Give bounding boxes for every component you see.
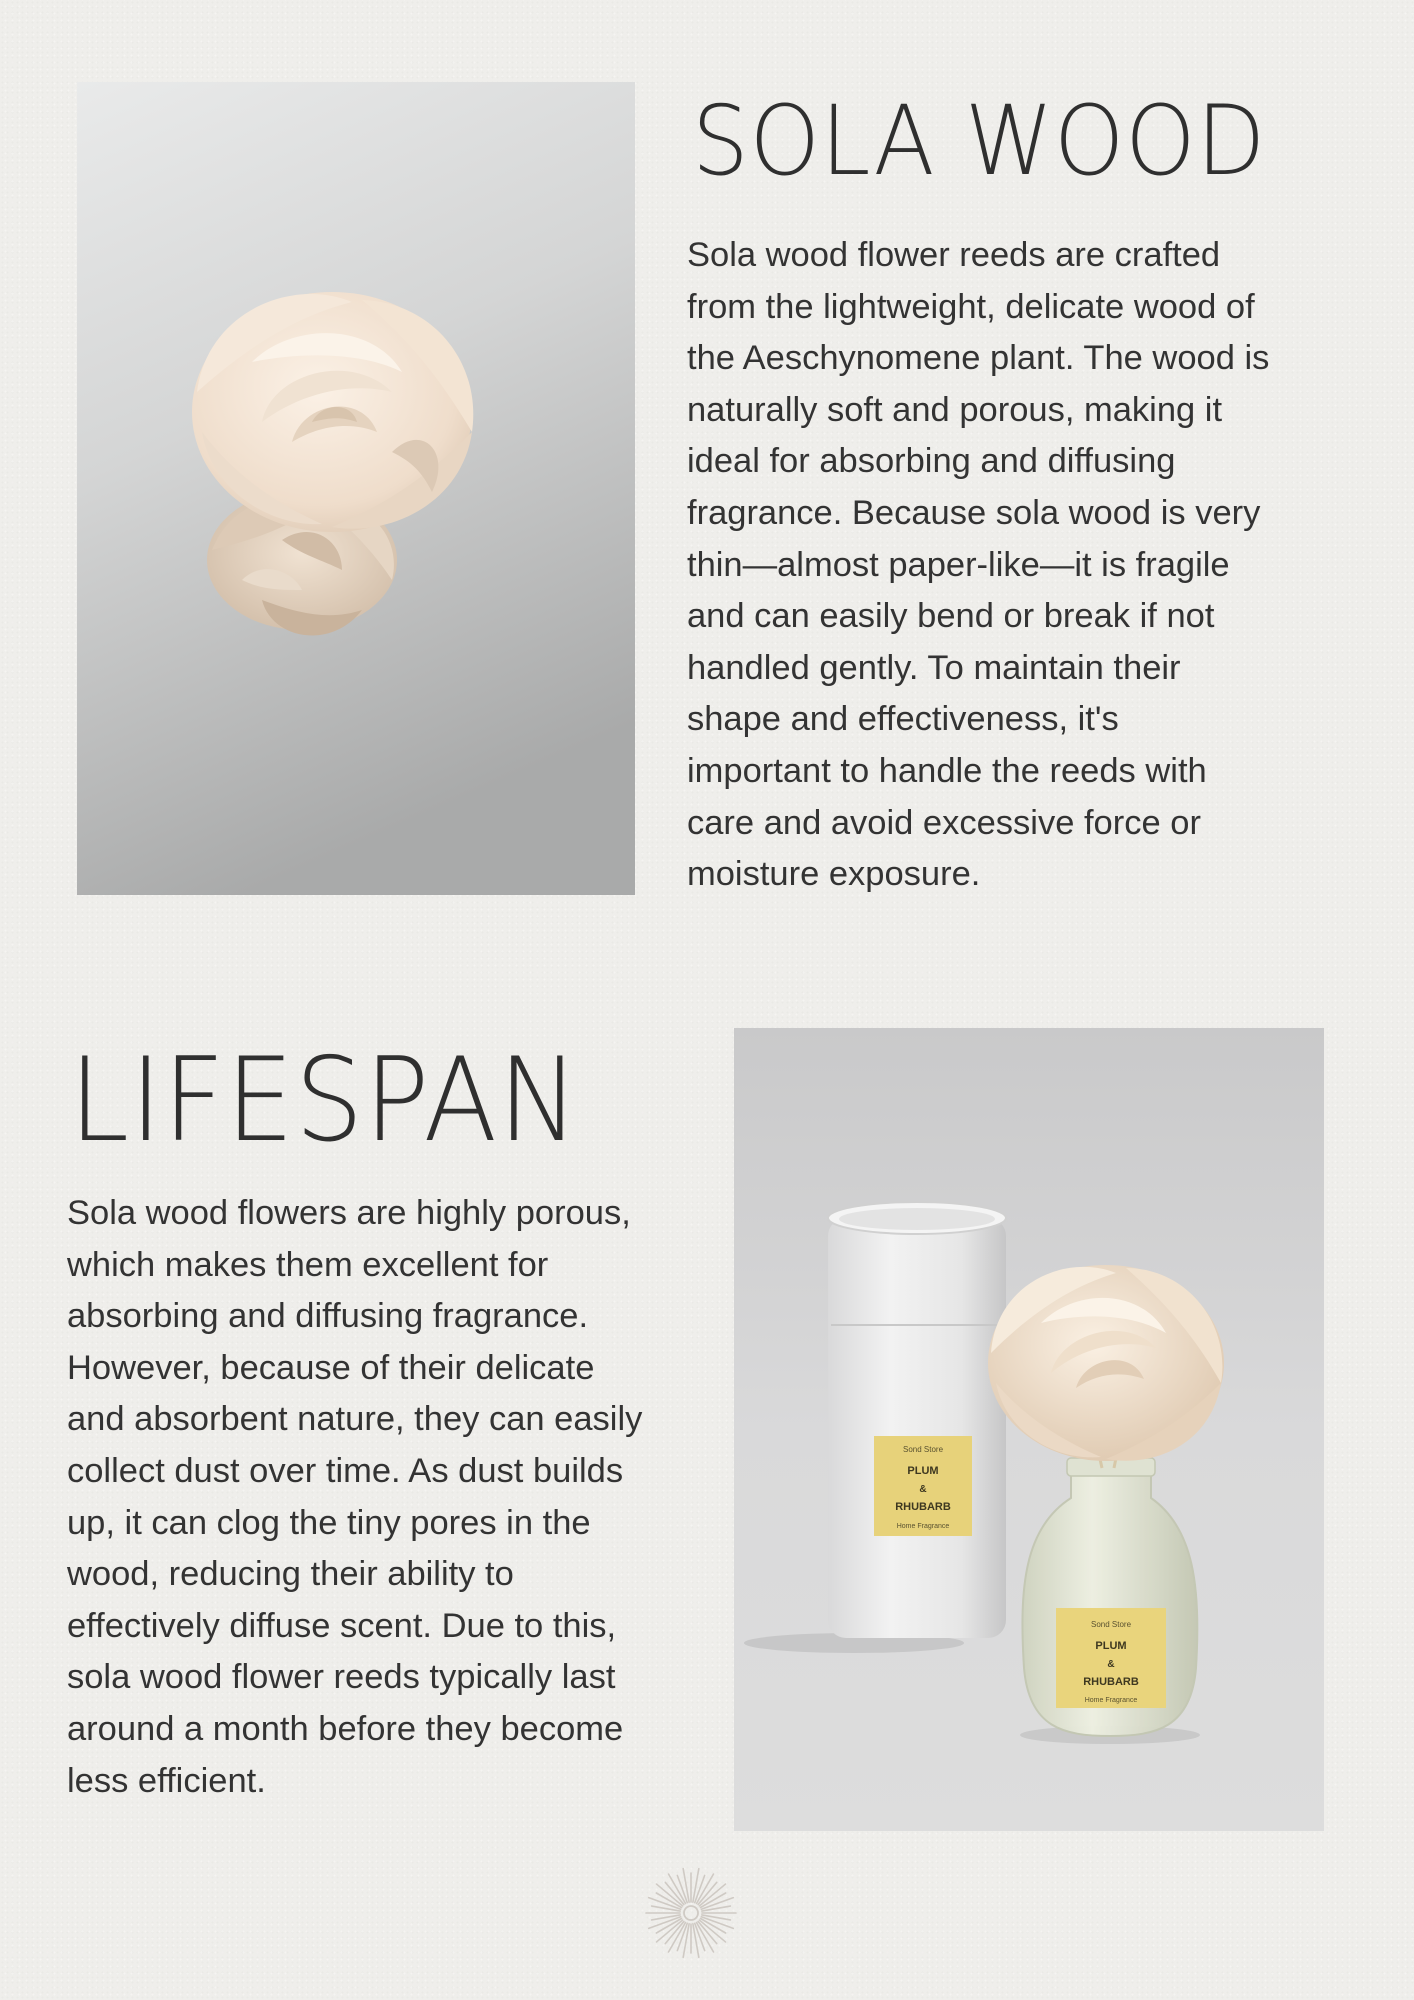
text-line: handled gently. To maintain their xyxy=(687,648,1181,687)
text-line: up, it can clog the tiny pores in the xyxy=(67,1503,591,1542)
section-heading-sola-wood: SOLA WOOD xyxy=(692,85,1267,197)
sunburst-ray xyxy=(683,1869,689,1902)
bottle-label-type: Home Fragrance xyxy=(1084,1697,1138,1704)
text-line: ideal for absorbing and diffusing xyxy=(687,442,1176,481)
flower-illustration xyxy=(77,82,635,895)
bottle-label-name-1: PLUM xyxy=(1095,1640,1127,1652)
text-line: which makes them excellent for xyxy=(67,1245,549,1284)
text-line: moisture exposure. xyxy=(687,855,981,894)
text-line: However, because of their delicate xyxy=(67,1348,595,1387)
text-line: fragrance. Because sola wood is very xyxy=(687,493,1261,532)
section-heading-lifespan: LIFESPAN xyxy=(69,1033,580,1168)
text-line: wood, reducing their ability to xyxy=(67,1555,514,1594)
text-line: effectively diffuse scent. Due to this, xyxy=(67,1606,617,1645)
sunburst-ray xyxy=(683,1924,689,1957)
diffuser-illustration xyxy=(734,1028,1324,1831)
text-line: Sola wood flowers are highly porous, xyxy=(67,1194,631,1232)
tube-label-brand: Sond Store xyxy=(902,1445,944,1454)
bottle-label-brand: Sond Store xyxy=(1090,1620,1132,1629)
text-line: shape and effectiveness, it's xyxy=(687,700,1119,739)
tube-label-type: Home Fragrance xyxy=(896,1523,950,1530)
lifespan-description xyxy=(67,1188,707,1807)
tube-label-name-1: PLUM xyxy=(907,1465,939,1477)
sola-wood-description xyxy=(687,230,1327,901)
text-line: the Aeschynomene plant. The wood is xyxy=(687,339,1270,378)
text-line: from the lightweight, delicate wood of xyxy=(687,287,1255,326)
text-line: and can easily bend or break if not xyxy=(687,597,1215,636)
bottle-label-name-2: & xyxy=(1107,1659,1115,1670)
diffuser-product-photo xyxy=(734,1028,1324,1831)
text-line: important to handle the reeds with xyxy=(687,751,1207,790)
sunburst-ray xyxy=(693,1869,699,1902)
text-line: less efficient. xyxy=(67,1761,266,1800)
sunburst-icon xyxy=(644,1866,738,1960)
text-line: and absorbent nature, they can easily xyxy=(67,1400,643,1439)
text-line: collect dust over time. As dust builds xyxy=(67,1451,624,1490)
tube-label-name-3: RHUBARB xyxy=(895,1501,951,1513)
sunburst-ray xyxy=(693,1924,699,1957)
text-line: absorbing and diffusing fragrance. xyxy=(67,1297,589,1336)
text-line: around a month before they become xyxy=(67,1709,624,1748)
text-line: sola wood flower reeds typically last xyxy=(67,1658,616,1697)
bottle-label-name-3: RHUBARB xyxy=(1083,1676,1139,1688)
text-line: thin—almost paper-like—it is fragile xyxy=(687,545,1230,584)
text-line: care and avoid excessive force or xyxy=(687,803,1201,842)
text-line: naturally soft and porous, making it xyxy=(687,390,1223,429)
sola-flower-photo xyxy=(77,82,635,895)
tube-label-name-2: & xyxy=(919,1484,927,1495)
text-line: Sola wood flower reeds are crafted xyxy=(687,236,1221,274)
